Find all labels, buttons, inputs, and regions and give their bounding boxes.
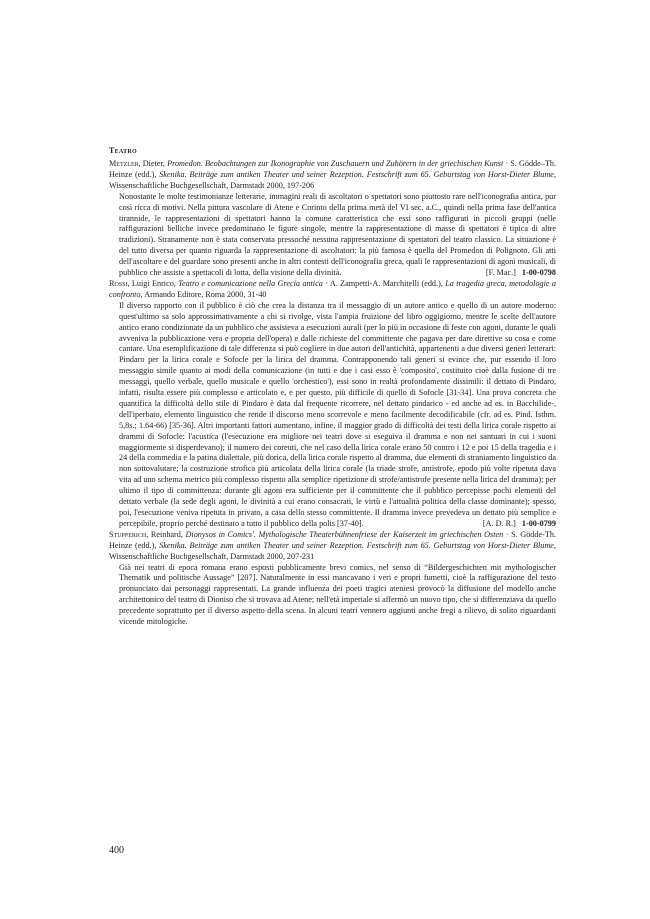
abstract-text: Il diverso rapporto con il pubblico è ciò che crea la distanza tra il messaggio di un autore antico e quello di un autore moderno: quest'ultimo sa solo approssimativamente a chi si rivolge, vista l'ampia fruizione del libro oggigiorno, mentre le scelte dell'autore antico erano condizionate da un pubblico che assisteva a esecuzioni aurali (per lo più in occasione di feste con agoni, durante le quali avveniva la pubblicazione vera e propria dell'opera) e dalle richieste del committente che pagava per dare direttive su cosa e come cantare. Una esemplificazione di tale differenza si può cogliere in due autori dell'antichità, appartenenti a due diversi generi letterari: Pindaro per la lirica corale e Sofocle per la lirica del dramma. Contrapponendo tali generi si evince che, pur essendo il loro messaggio simile quanto ai modi della comunicazione (in tutti e due i casi esso è 'composito', costituito cioè dalla fusione di tre messaggi, quello verbale, quello musicale e quello 'orchestico'), essi sono in realtà profondamente dissimili: il dettato di Pindaro, infatti, risulta essere più complesso e articolato e, e per questo, più difficile di quello di Sofocle [31-34]. Una prova concreta che quantifica la difficoltà dello stile di Pindaro è data dal frequente ricorrere, nel dettato pindarico - ed anche ad es. in Bacchilide-, dell'iperbato, elemento linguistico che rende il discorso meno scorrevole e meno facilmente decodificabile (cfr. ad es. Pind. Isthm. 5,8s.; 1.64-66) [35-36]. Altri importanti fattori aumentano, infine, il maggior grado di difficoltà dei testi della lirica corale rispetto ai drammi di Sofocle: l'acustica (l'esecuzione era migliore nei teatri dove si eseguiva il dramma e non nei santuari in cui i suoni maggiormente si disperdevano); il numero dei coreuti, che nel caso della lirica corale erano 50 contro i 12 e poi 15 della tragedia e i 24 della commedia e la patina dialettale, più dorica, della lirica corale rispetto al dramma, due elementi di straniamento linguistico da non sottovalutare; la costruzione strofica più articolata della lirica corale (la triade strofe, antistrofe, epodo più volte ripetuta dava vita ad uno schema metrico più complesso rispetto alla semplice ripetizione di strofe/antistrofe presente nella lirica del dramma); per ultimo il tipo di committenza: durante gli agoni era sufficiente per il committente che il pubblico percepisse pochi elementi del dettato verbale (la sede degli agoni, le divinità a cui erano consacrati, le virtù e l'attualità politica della classe dominante); spesso, poi, l'esecuzione veniva ripetuta in privato, a casa dello stesso committente. Il dramma invece prevedeva un dettato più semplice e percepibile, proprio perché destinato a tutto il pubblico della polis [37-40]. bbox=[119, 300, 556, 528]
abstract bbox=[109, 563, 556, 628]
bibliography-entry-stupperich bbox=[109, 530, 556, 628]
article-title: Dionysos in Comics'. Mythologische Theaterbühnenfriese der Kaiserzeit im griechischen Osten bbox=[185, 529, 504, 539]
publisher-info: , Armando Editore, Roma 2000, 31-40 bbox=[140, 289, 267, 299]
bibliography-entry-metzler bbox=[109, 159, 556, 279]
author-name: , Luigi Enrico, bbox=[127, 278, 179, 288]
citation bbox=[109, 279, 556, 301]
book-title: Skenika. Beiträge zum antiken Theater und seiner Rezeption. Festschrift zum 65. Geburtstag von Horst-Dieter Blume bbox=[159, 169, 554, 179]
book-title: La tragedia greca, metodologie a confronto bbox=[109, 278, 557, 299]
author-name: , Dieter, bbox=[138, 159, 168, 168]
abstract-text: Nonostante le molte testimonianze letterarie, immagini reali di ascoltatori o spettatori sono piuttosto rare nell'iconografia antica, pur così ricca di motivi. Nella pittura vascolare di Atene e Corinto della prima metà del VI sec. a.C., quindi nella prima fase dell'antica tirannide, le rappresentazioni di spettatori hanno la comune caratteristica che essi sono raffigurati in piccoli gruppi (nelle raffigurazioni belliche invece predominano le figure singole, mentre la rappresentazione di masse di spettatori è tipica di altre tradizioni). Stranamente non è stata conservata pressoché nessuna rappresentazione di spettatori del teatro classico. La situazione è del tutto diversa per quanto riguarda la rappresentazione di ascoltatori: la più famosa è quella del Promedon di Polignoto. Gli atti dell'ascoltare e del guardare sono presenti anche in altri contesti dell'iconografia greca, quali le rappresentazioni di agoni musicali, di pubblico che assiste a spettacoli di lotta, della visione della divinità. bbox=[119, 191, 556, 278]
editors: · S. Gödde–Th. Heinze (edd.), bbox=[109, 159, 557, 179]
document-page bbox=[109, 146, 556, 628]
abstract bbox=[109, 192, 556, 279]
entry-code: 1-00-0799 bbox=[521, 518, 556, 528]
signature bbox=[483, 519, 556, 530]
reviewer-initials: [F. Mac.] bbox=[485, 268, 516, 278]
page-number: 400 bbox=[109, 845, 124, 856]
citation bbox=[109, 530, 556, 563]
publisher-info: , Wissenschaftliche Buchgesellschaft, Darmstadt 2000, 207-231 bbox=[109, 540, 556, 561]
editors: · S. Gödde-Th. Heinze (edd.), bbox=[109, 529, 556, 550]
author-surname: Metzler bbox=[109, 159, 139, 168]
author-surname: Rossi bbox=[109, 278, 128, 288]
article-title: Promedon. Beobachtungen zur Ikonographie von Zuschauern und Zuhörern in der griechischen Kunst bbox=[167, 159, 504, 168]
entry-code: 1-00-0798 bbox=[521, 268, 556, 278]
author-name: , Reinhard, bbox=[146, 529, 186, 539]
publisher-info: , Wissenschaftliche Buchgesellschaft, Darmstadt 2000, 197-206 bbox=[109, 169, 556, 190]
book-title: Skenika. Beiträge zum antiken Theater und seiner Rezeption. Festschrift zum 65. Geburtstag von Horst-Dieter Blume bbox=[159, 540, 554, 550]
abstract-text: Già nei teatri di epoca romana erano esposti pubblicamente brevi comics, nel senso di “Bildergeschichten mit mythologischer Thematik und politische Aussage” [207]. Naturalmente in essi mancavano i veri e propri fumetti, cioè la raffigurazione del testo pronunciato dai personaggi rappresentati. La grande influenza dei poeti tragici ateniesi provocò la diffusione del modello anche architettonico del teatro di Dioniso che si trovava ad Atene; nell'età imperiale si affermò un nuovo tipo, che si differenziava da quello precedente soprattutto per il diverso aspetto della scena. In alcuni teatri vennero aggiunti anche fregi a rilievo, di solito riguardanti vicende mitologiche. bbox=[119, 562, 556, 627]
citation bbox=[109, 159, 556, 192]
editors: · A. Zampetti-A. Marchitelli (edd.), bbox=[322, 278, 446, 288]
reviewer-initials: [A. D. R.] bbox=[482, 518, 516, 528]
bibliography-entry-rossi bbox=[109, 279, 556, 530]
article-title: Teatro e comunicazione nella Grecia antica bbox=[178, 278, 323, 288]
signature bbox=[486, 268, 556, 279]
abstract bbox=[109, 301, 556, 530]
author-surname: Stupperich bbox=[109, 529, 147, 539]
section-title: Teatro bbox=[109, 146, 138, 155]
